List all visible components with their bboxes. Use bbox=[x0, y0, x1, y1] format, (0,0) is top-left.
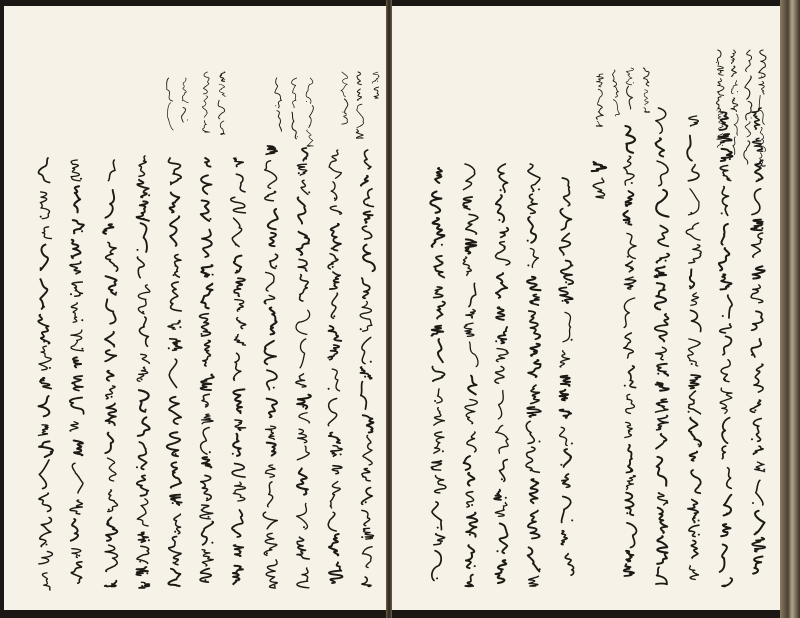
left-page bbox=[4, 6, 386, 610]
right-headnote-column bbox=[610, 68, 622, 118]
left-headnote-column bbox=[354, 70, 366, 140]
right-body-column bbox=[459, 162, 481, 588]
left-body-column bbox=[324, 148, 346, 588]
right-body-column bbox=[491, 162, 513, 586]
left-body-column bbox=[228, 156, 250, 588]
left-body-column bbox=[132, 154, 154, 590]
left-headnote-column bbox=[164, 76, 176, 132]
left-headnote-column bbox=[200, 70, 212, 134]
right-body-column bbox=[555, 176, 577, 584]
left-headnote-column bbox=[272, 76, 284, 138]
right-headnote-column bbox=[594, 72, 606, 128]
left-body-column bbox=[164, 156, 186, 588]
left-body-column bbox=[34, 156, 56, 592]
left-body-column bbox=[292, 146, 314, 590]
right-body-column bbox=[427, 166, 449, 586]
left-body-column bbox=[356, 148, 378, 588]
right-page bbox=[392, 6, 780, 610]
right-body-column bbox=[587, 160, 609, 200]
right-body-column bbox=[747, 106, 769, 586]
left-headnote-column bbox=[338, 70, 350, 128]
right-body-column bbox=[651, 106, 673, 586]
right-body-column bbox=[619, 124, 641, 586]
left-body-column bbox=[196, 156, 218, 586]
left-headnote-column bbox=[180, 76, 192, 132]
left-headnote-column bbox=[216, 70, 228, 136]
page-block-edge bbox=[780, 0, 800, 618]
left-headnote-column bbox=[304, 76, 316, 148]
right-headnote-column bbox=[624, 66, 636, 118]
left-body-column bbox=[100, 158, 122, 588]
right-body-column bbox=[683, 114, 705, 584]
right-body-column bbox=[715, 110, 737, 588]
left-body-column bbox=[66, 158, 88, 590]
left-body-column bbox=[260, 144, 282, 590]
left-headnote-column bbox=[288, 76, 300, 146]
right-body-column bbox=[523, 162, 545, 588]
left-headnote-column bbox=[370, 70, 382, 100]
